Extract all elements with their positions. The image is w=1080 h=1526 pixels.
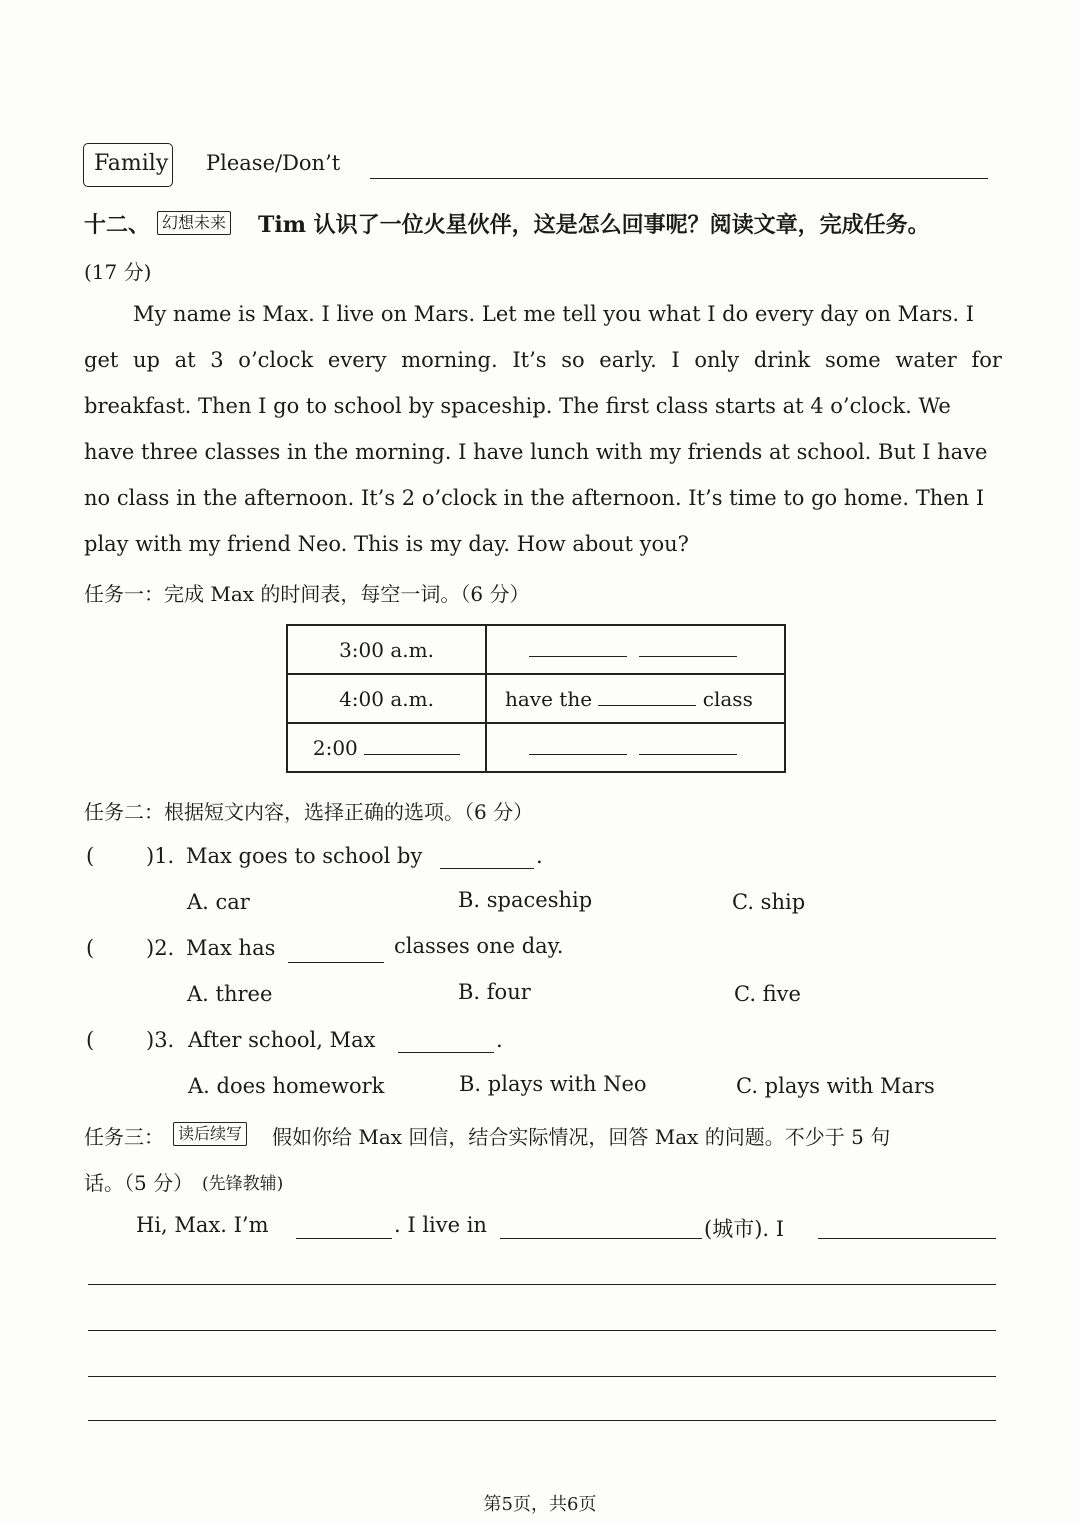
option-b[interactable]: B. spaceship (458, 888, 593, 912)
activity-cell (486, 625, 785, 674)
passage-line: play with my friend Neo. This is my day. How about you? (84, 532, 689, 556)
table-row (287, 625, 785, 674)
question-number: )1. (146, 844, 175, 868)
writing-line[interactable] (88, 1284, 996, 1285)
option-c[interactable]: C. ship (732, 890, 806, 914)
passage-line: get up at 3 o’clock every morning. It’s so early. I only drink some water for (84, 348, 1002, 372)
writing-line[interactable] (818, 1238, 996, 1239)
question-blank (398, 1052, 494, 1053)
question-text-end: classes one day. (394, 934, 564, 958)
question-blank (288, 962, 384, 963)
family-label: Family (94, 151, 169, 176)
option-a[interactable]: A. three (187, 982, 273, 1006)
schedule-table (286, 624, 786, 773)
task2-title: 任务二：根据短文内容，选择正确的选项。（6 分） (84, 800, 534, 824)
passage-line: breakfast. Then I go to school by spaceship. The first class starts at 4 o’clock. We (84, 394, 951, 418)
writing-line[interactable] (88, 1376, 996, 1377)
table-row (287, 674, 785, 723)
answer-paren-open[interactable]: ( (86, 936, 95, 960)
table-row (287, 723, 785, 772)
please-dont-text: Please/Don’t (206, 151, 341, 175)
activity-text: class (702, 686, 753, 711)
task3-note: (先锋教辅) (202, 1174, 284, 1194)
option-c[interactable]: C. five (734, 982, 801, 1006)
answer-blank[interactable] (639, 638, 737, 657)
please-dont-answer-line (370, 178, 988, 179)
option-b[interactable]: B. plays with Neo (459, 1072, 647, 1096)
passage-line: have three classes in the morning. I have lunch with my friends at school. But I have (84, 440, 988, 464)
question-number: )2. (146, 936, 175, 960)
task3-title-2: 话。（5 分） (84, 1171, 194, 1195)
answer-paren-open[interactable]: ( (86, 844, 95, 868)
task3-title: 假如你给 Max 回信，结合实际情况，回答 Max 的问题。不少于 5 句 (272, 1125, 891, 1149)
question-text: After school, Max (188, 1028, 376, 1052)
page-number: 第5页，共6页 (483, 1494, 597, 1515)
activity-cell (486, 723, 785, 772)
question-text-end: . (536, 844, 543, 868)
answer-blank[interactable] (529, 736, 627, 755)
task3-tag: 读后续写 (173, 1122, 247, 1146)
time-cell (287, 723, 486, 772)
answer-blank[interactable] (529, 638, 627, 657)
task3-label: 任务三： (84, 1125, 164, 1149)
task1-title: 任务一：完成 Max 的时间表，每空一词。（6 分） (84, 582, 530, 606)
letter-live: . I live in (394, 1213, 487, 1237)
answer-paren-open[interactable]: ( (86, 1028, 95, 1052)
activity-cell (486, 674, 785, 723)
answer-blank[interactable] (639, 736, 737, 755)
question-blank (440, 868, 534, 869)
time-cell: 3:00 a.m. (287, 625, 486, 674)
option-c[interactable]: C. plays with Mars (736, 1074, 935, 1098)
question-text-end: . (496, 1028, 503, 1052)
writing-line[interactable] (88, 1330, 996, 1331)
passage-line: My name is Max. I live on Mars. Let me tell you what I do every day on Mars. I (133, 302, 975, 326)
time-cell: 4:00 a.m. (287, 674, 486, 723)
time-text: 2:00 (312, 735, 358, 760)
city-blank[interactable] (500, 1238, 702, 1239)
section-score: (17 分) (84, 260, 152, 284)
option-b[interactable]: B. four (458, 980, 531, 1004)
option-a[interactable]: A. car (187, 890, 250, 914)
question-text: Max goes to school by (186, 844, 423, 868)
section-tag: 幻想未来 (157, 211, 231, 235)
answer-blank[interactable] (364, 736, 460, 755)
activity-text: have the (505, 686, 593, 711)
writing-line[interactable] (88, 1420, 996, 1421)
name-blank[interactable] (296, 1238, 392, 1239)
section-title: Tim 认识了一位火星伙伴，这是怎么回事呢？阅读文章，完成任务。 (258, 212, 930, 238)
question-text: Max has (186, 936, 276, 960)
answer-blank[interactable] (598, 687, 696, 706)
section-number: 十二、 (84, 212, 151, 238)
letter-city: (城市). I (704, 1217, 785, 1241)
option-a[interactable]: A. does homework (188, 1074, 385, 1098)
question-number: )3. (146, 1028, 175, 1052)
letter-hi: Hi, Max. I’m (136, 1213, 269, 1237)
passage-line: no class in the afternoon. It’s 2 o’clock in the afternoon. It’s time to go home. Then I (84, 486, 985, 510)
